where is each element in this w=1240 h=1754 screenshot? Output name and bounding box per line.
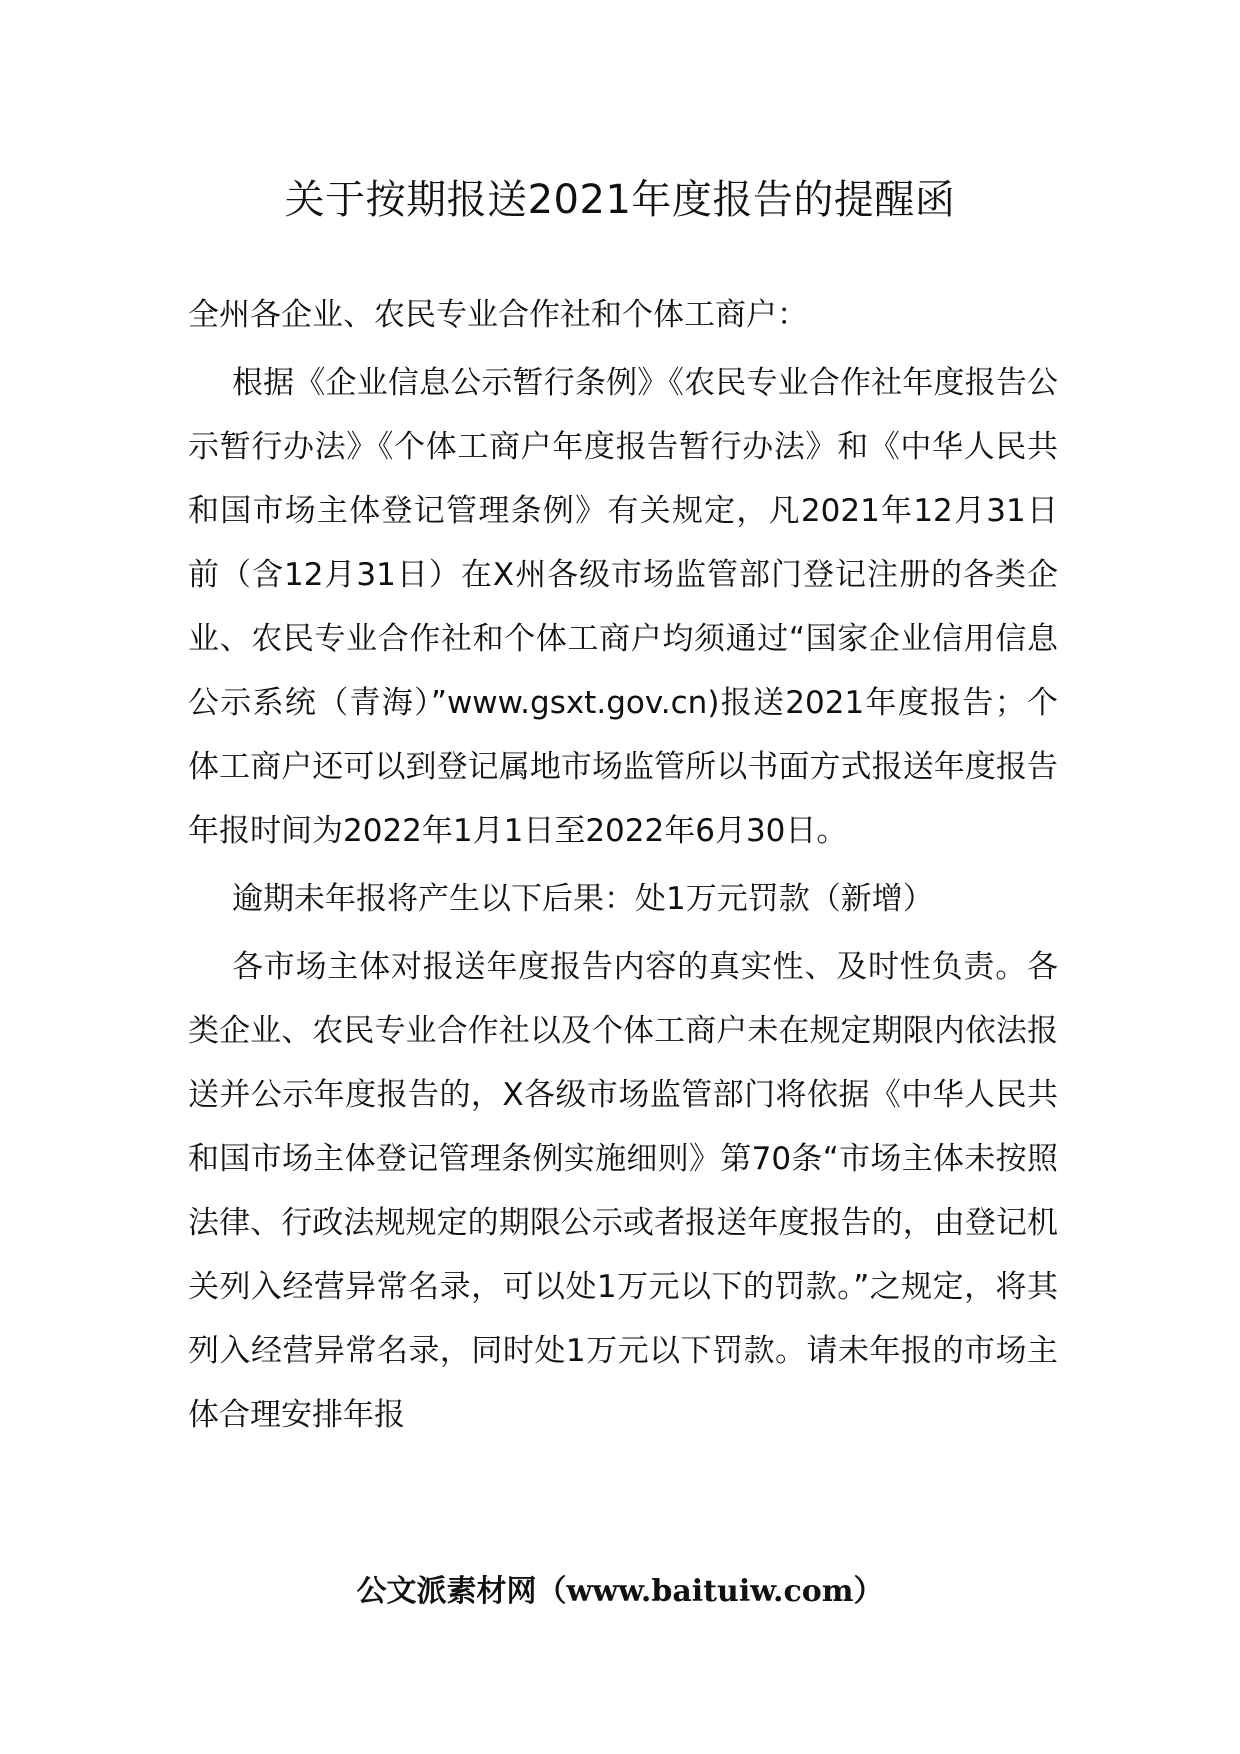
document-body: [188, 283, 1058, 1451]
salutation: 全州各企业、农民专业合作社和个体工商户：: [188, 297, 808, 333]
paragraph-consequence: 逾期未年报将产生以下后果：处1万元罚款（新增）: [232, 881, 934, 917]
footer-watermark: 公文派素材网（www.baituiw.com）: [356, 1574, 884, 1609]
document-title: 关于按期报送2021年度报告的提醒函: [284, 177, 956, 223]
paragraph-legal-basis: 根据《企业信息公示暂行条例》《农民专业合作社年度报告公示暂行办法》《个体工商户年度报告暂行办法》和《中华人民共和国市场主体登记管理条例》有关规定，凡2021年12月31日前（含12月31日）在X州各级市场监管部门登记注册的各类企业、农民专业合作社和个体工商户均须通过“国家企业信用信息公示系统（青海）”www.gsxt.gov.cn)报送2021年度报告；个体工商户还可以到登记属地市场监管所以书面方式报送年度报告年报时间为2022年1月1日至2022年6月30日。: [188, 365, 1058, 849]
paragraph-responsibility: 各市场主体对报送年度报告内容的真实性、及时性负责。各类企业、农民专业合作社以及个体工商户未在规定期限内依法报送并公示年度报告的，X各级市场监管部门将依据《中华人民共和国市场主体登记管理条例实施细则》第70条“市场主体未按照法律、行政法规规定的期限公示或者报送年度报告的，由登记机关列入经营异常名录，可以处1万元以下的罚款。”之规定，将其列入经营异常名录，同时处1万元以下罚款。请未年报的市场主体合理安排年报: [188, 949, 1058, 1433]
